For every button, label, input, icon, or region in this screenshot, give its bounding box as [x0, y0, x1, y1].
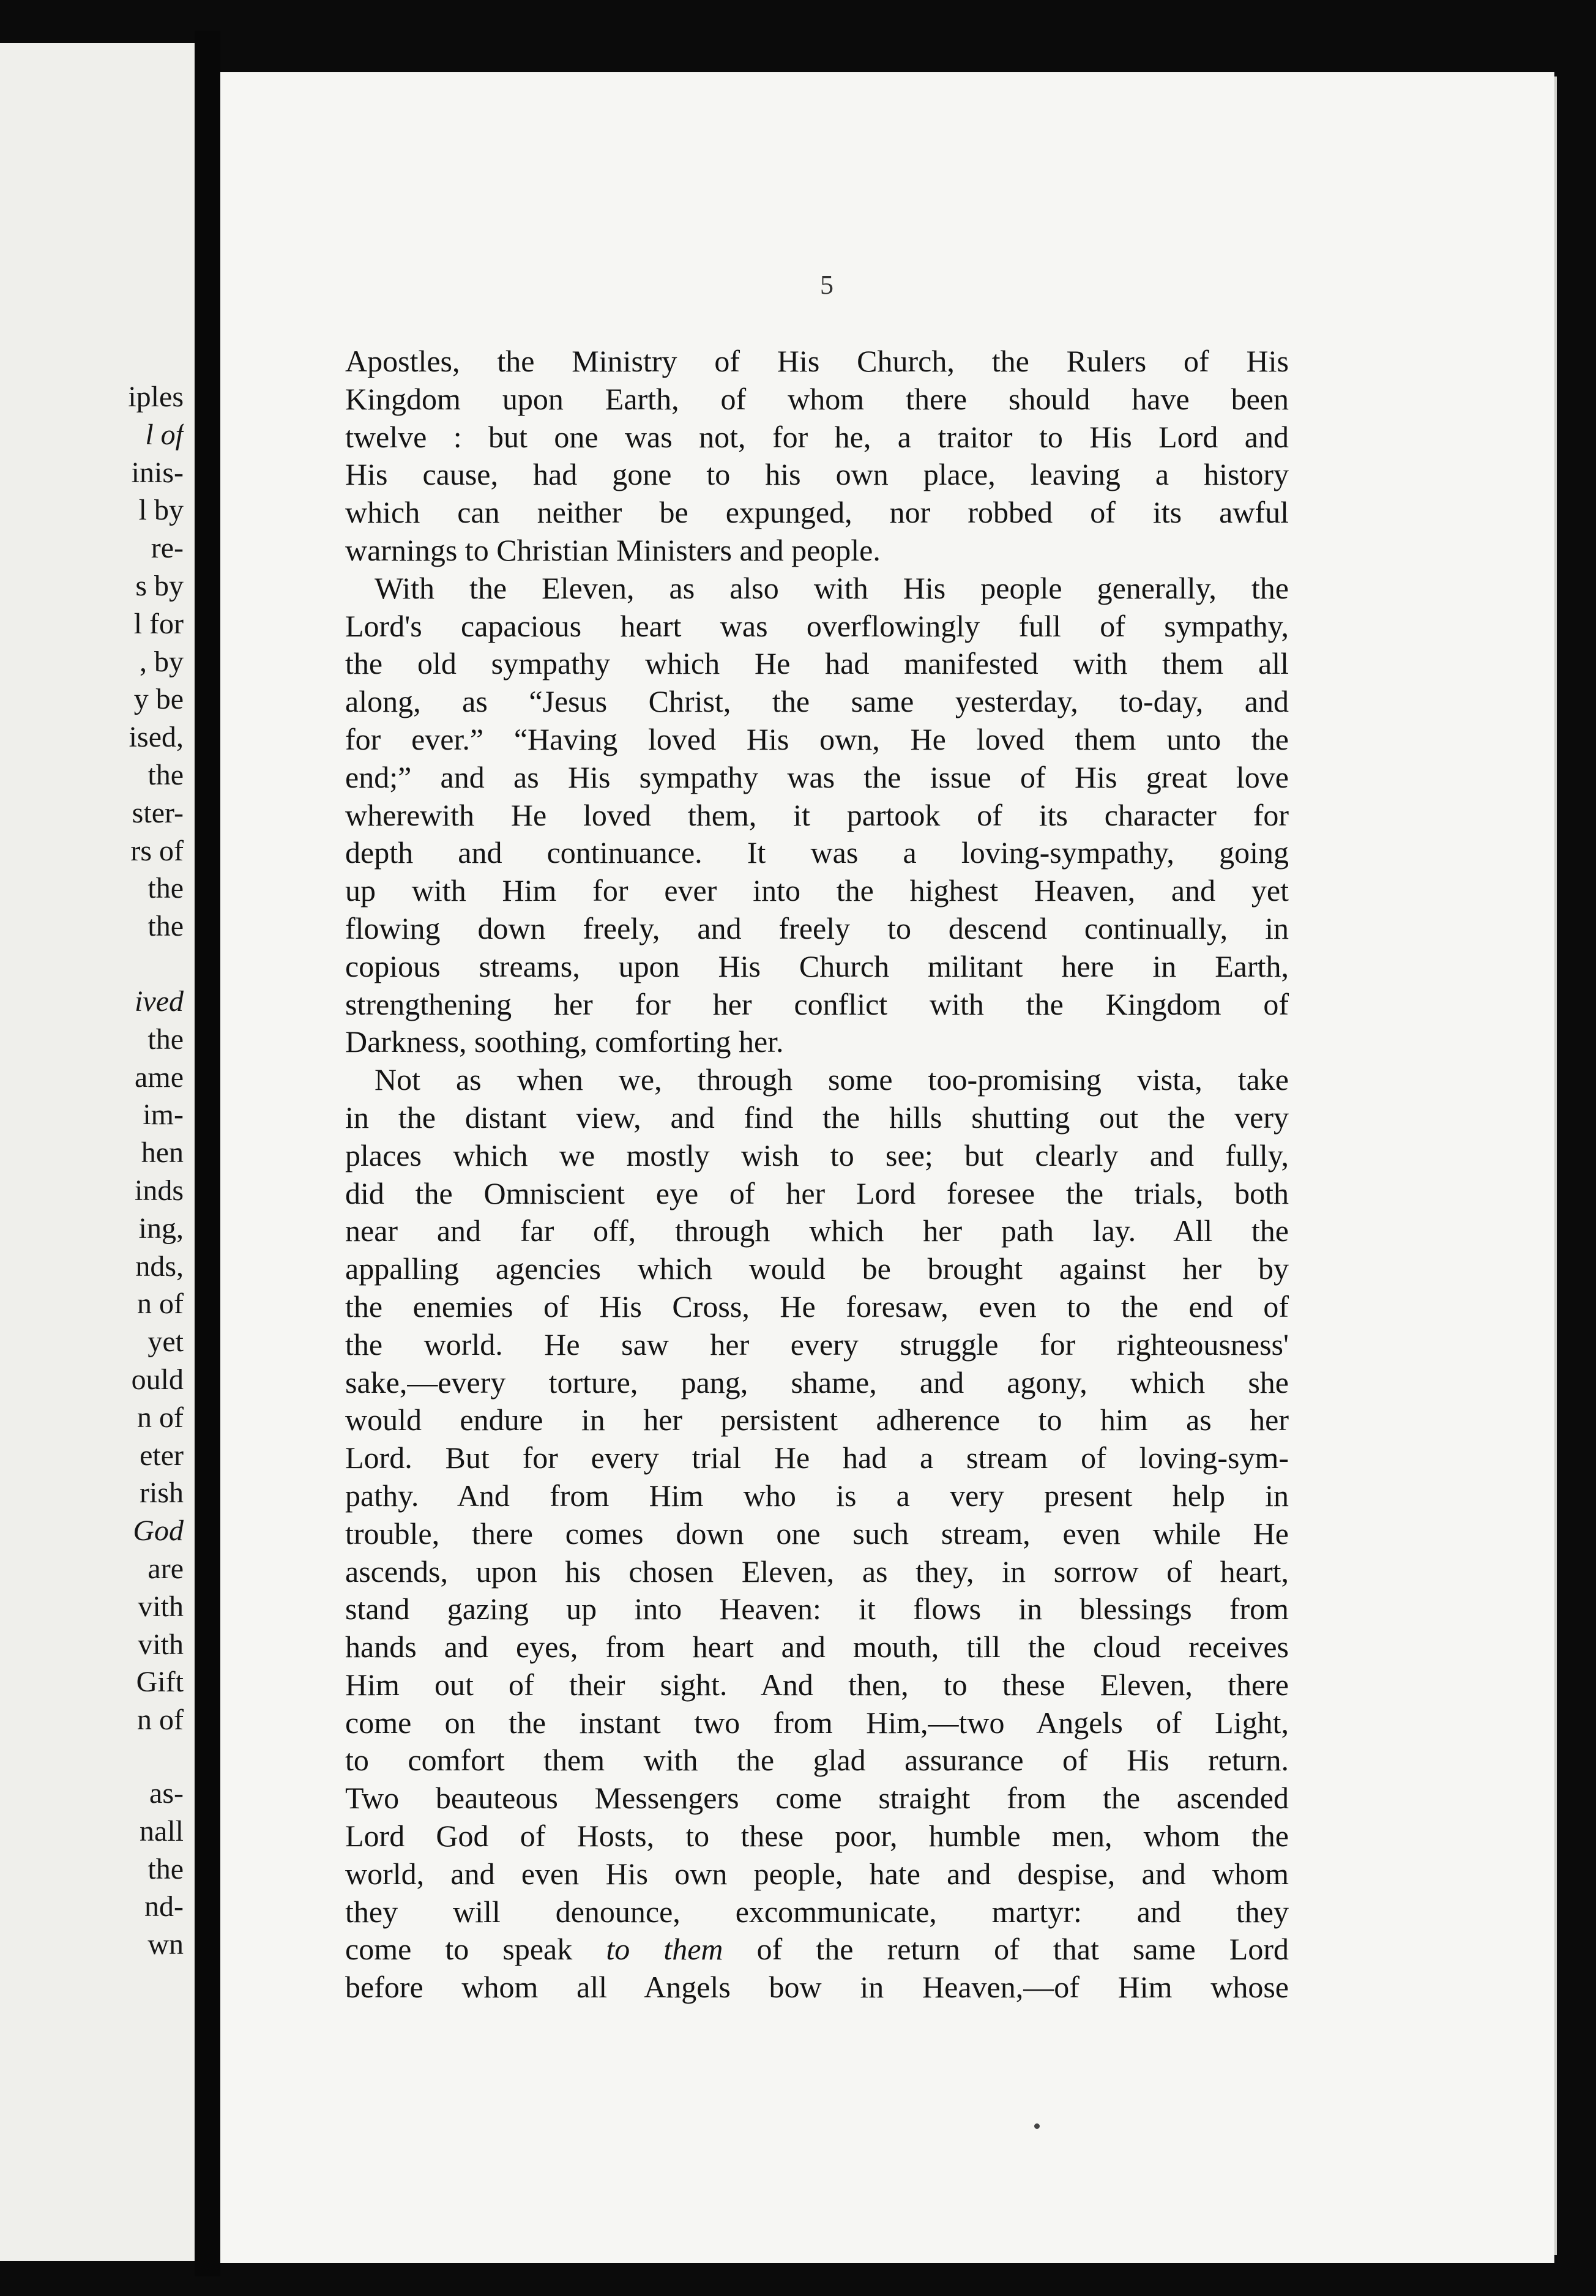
text-line: depth and continuance. It was a loving-sympathy, going: [345, 835, 1289, 870]
text-line: which can neither be expunged, nor robbed of its awful: [345, 495, 1289, 530]
left-facing-page: [0, 43, 195, 2261]
left-page-fragment-line: the: [147, 1852, 184, 1885]
left-page-fragment-line: ould: [131, 1363, 184, 1396]
left-page-fragment-line: , by: [140, 645, 184, 678]
text-line: Darkness, soothing, comforting her.: [345, 1024, 784, 1059]
left-page-fragment-line: Gift: [136, 1666, 184, 1699]
left-page-fragment-line: the: [147, 758, 184, 791]
text-line: wherewith He loved them, it partook of its character for: [345, 797, 1289, 832]
text-line: ascends, upon his chosen Eleven, as they, in sorrow of heart,: [345, 1554, 1289, 1589]
text-line: before whom all Angels bow in Heaven,—of Him whose: [345, 1970, 1289, 2005]
left-page-fragment-line: inds: [134, 1174, 184, 1207]
text-line: sake,—every torture, pang, shame, and agony, which she: [345, 1365, 1289, 1400]
left-page-fragment-line: the: [147, 872, 184, 905]
left-page-fragment-line: inis-: [131, 456, 184, 489]
left-page-fragment-line: hen: [141, 1136, 184, 1169]
left-page-fragment-line: vith: [138, 1628, 184, 1661]
text-line: Not as when we, through some too-promising vista, take: [375, 1062, 1289, 1097]
left-page-fragment-line: rs of: [130, 834, 184, 867]
left-page-fragment-line: l for: [133, 607, 184, 640]
left-page-fragment-block-3: [0, 1775, 184, 1964]
left-page-fragment-line: nd-: [144, 1890, 184, 1923]
text-line: they will denounce, excommunicate, martyr: and they: [345, 1894, 1289, 1929]
left-page-fragment-line: vith: [138, 1590, 184, 1623]
left-page-fragment-line: n of: [137, 1288, 184, 1321]
left-page-fragment-line: im-: [143, 1098, 184, 1131]
text-line: appalling agencies which would be brought against her by: [345, 1251, 1289, 1286]
left-page-fragment-line: n of: [137, 1401, 184, 1434]
body-text: [345, 343, 1289, 2007]
text-line: would endure in her persistent adherence to him as her: [345, 1403, 1289, 1437]
text-line: end;” and as His sympathy was the issue of His great love: [345, 759, 1289, 794]
left-page-fragment-line: God: [133, 1515, 184, 1548]
page-edge: [1554, 76, 1557, 2255]
text-line: pathy. And from Him who is a very present help in: [345, 1478, 1289, 1513]
text-line: warnings to Christian Ministers and people.: [345, 532, 881, 567]
text-line: strengthening her for her conflict with the Kingdom of: [345, 986, 1289, 1021]
left-page-fragment-line: iples: [128, 381, 184, 413]
page-number: 5: [820, 270, 833, 300]
left-page-fragment-line: n of: [137, 1704, 184, 1737]
left-page-fragment-block-1: [0, 378, 184, 945]
left-page-fragment-line: l by: [138, 494, 184, 527]
text-line: did the Omniscient eye of her Lord foresee the trials, both: [345, 1176, 1289, 1210]
left-page-fragment-line: s by: [135, 569, 184, 602]
left-page-fragment-line: are: [147, 1552, 184, 1585]
text-line: Two beauteous Messengers come straight from the ascended: [345, 1781, 1289, 1816]
text-line: Lord. But for every trial He had a stream of loving-sym-: [345, 1441, 1289, 1475]
text-line: the old sympathy which He had manifested with them all: [345, 646, 1289, 681]
text-line: the world. He saw her every struggle for righteousness': [345, 1327, 1289, 1362]
text-line: world, and even His own people, hate and despise, and whom: [345, 1856, 1289, 1891]
left-page-fragment-line: ster-: [132, 796, 184, 829]
left-page-fragment-line: y be: [133, 683, 184, 716]
left-page-fragment-line: l of: [145, 418, 184, 451]
left-page-fragment-line: as-: [149, 1777, 184, 1810]
text-line: With the Eleven, as also with His people generally, the: [375, 570, 1289, 605]
text-line: to comfort them with the glad assurance of His return.: [345, 1743, 1289, 1778]
text-line: copious streams, upon His Church militant here in Earth,: [345, 949, 1289, 983]
left-page-fragment-line: ived: [135, 985, 184, 1018]
text-line: hands and eyes, from heart and mouth, till the cloud receives: [345, 1630, 1289, 1664]
text-line: His cause, had gone to his own place, leaving a history: [345, 457, 1289, 492]
left-page-fragment-line: the: [147, 1023, 184, 1056]
text-line: flowing down freely, and freely to descend continually, in: [345, 911, 1289, 945]
left-page-fragment-line: eter: [140, 1439, 184, 1472]
left-page-fragment-line: ised,: [129, 721, 184, 754]
left-page-fragment-line: ing,: [138, 1212, 184, 1245]
left-page-fragment-line: ame: [135, 1060, 184, 1094]
text-line: places which we mostly wish to see; but clearly and fully,: [345, 1138, 1289, 1172]
text-line: for ever.” “Having loved His own, He loved them unto the: [345, 721, 1289, 756]
text-line: along, as “Jesus Christ, the same yesterday, to-day, and: [345, 684, 1289, 719]
text-line: Apostles, the Ministry of His Church, the Rulers of His: [345, 344, 1289, 378]
text-line: the enemies of His Cross, He foresaw, even to the end of: [345, 1289, 1289, 1324]
left-page-fragment-line: wn: [147, 1928, 184, 1961]
left-page-fragment-line: rish: [140, 1477, 184, 1510]
left-page-fragment-block-2: [0, 983, 184, 1739]
ink-speck: [1034, 2123, 1040, 2129]
text-line: Kingdom upon Earth, of whom there should have been: [345, 381, 1289, 416]
text-line: in the distant view, and find the hills shutting out the very: [345, 1100, 1289, 1135]
text-line: Him out of their sight. And then, to these Eleven, there: [345, 1667, 1289, 1702]
left-page-fragment-line: yet: [147, 1325, 184, 1359]
book-gutter: [195, 31, 220, 2276]
text-line: Lord God of Hosts, to these poor, humble men, whom the: [345, 1819, 1289, 1854]
italic-emphasis: to them: [606, 1932, 723, 1967]
text-line: Lord's capacious heart was overflowingly full of sympathy,: [345, 608, 1289, 643]
text-line: up with Him for ever into the highest Heaven, and yet: [345, 873, 1289, 908]
text-line: come to speak to them of the return of that same Lord: [345, 1932, 1289, 1967]
text-line: near and far off, through which her path lay. All the: [345, 1213, 1289, 1248]
text-line: come on the instant two from Him,—two Angels of Light,: [345, 1705, 1289, 1740]
left-page-fragment-line: re-: [151, 532, 184, 565]
text-line: stand gazing up into Heaven: it flows in blessings from: [345, 1592, 1289, 1627]
text-line: trouble, there comes down one such stream, even while He: [345, 1516, 1289, 1551]
left-page-fragment-line: the: [147, 910, 184, 943]
left-page-fragment-line: nall: [140, 1814, 184, 1847]
text-line: twelve : but one was not, for he, a traitor to His Lord and: [345, 419, 1289, 454]
left-page-fragment-line: nds,: [135, 1250, 184, 1283]
